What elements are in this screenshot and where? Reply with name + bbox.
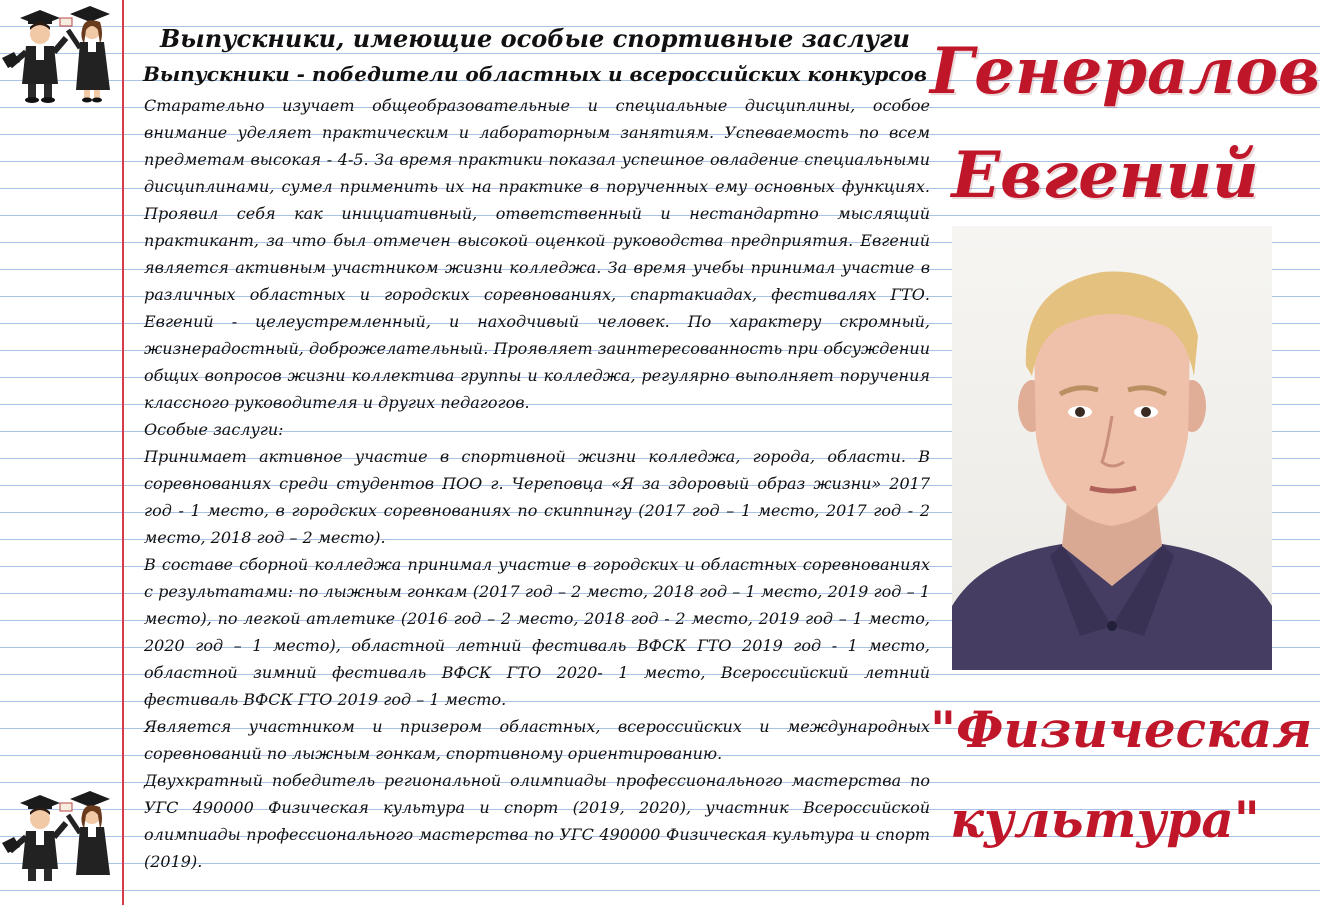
graduates-illustration-icon xyxy=(0,0,120,110)
heading-sport-merits: Выпускники, имеющие особые спортивные заслуги xyxy=(160,24,910,53)
paragraph-sport-life: Принимает активное участие в спортивной жизни колледжа, города, области. В соревнованиях среди студентов ПОО г. Череповца «Я за здоровый образ жизни» 2017 год - 1 место, в городских соревнованиях по скиппингу (2017 год – 1 место, 2017 год - 2 место, 2018 год – 2 место). xyxy=(144,447,930,547)
student-first-name: Евгений xyxy=(951,138,1259,213)
paragraph-skiing: Является участником и призером областных, всероссийских и международных соревнований по лыжным гонкам, спортивному ориентированию. xyxy=(144,717,930,763)
paragraph-merits-label: Особые заслуги: xyxy=(144,420,284,439)
heading-contest-winners: Выпускники - победители областных и всероссийских конкурсов xyxy=(143,62,927,86)
specialty-line-1: "Физическая xyxy=(930,700,1313,759)
paragraph-olympiad: Двухкратный победитель региональной олимпиады профессионального мастерства по УГС 490000 Физическая культура и спорт (2019, 2020), участник Всероссийской олимпиады профессионального мастерства по УГС 490000 Физическая культура и спорт (2019). xyxy=(144,771,930,871)
student-surname: Генералов xyxy=(930,34,1320,109)
paragraph-characteristics: Старательно изучает общеобразовательные и специальные дисциплины, особое внимание уделяет практическим и лабораторным занятиям. Успеваемость по всем предметам высокая - 4-5. За время практики показал успешное овладение специальными дисциплинами, сумел применить их на практике в порученных ему основных функциях. Проявил себя как инициативный, ответственный и нестандартно мыслящий практикант, за что был отмечен высокой оценкой руководства предприятия. Евгений является активным участником жизни колледжа. За время учебы принимал участие в различных областных и городских соревнованиях, спартакиадах, фестиваляx ГТО. Евгений - целеустремленный, и находчивый человек. По характеру скромный, жизнерадостный, доброжелательный. Проявляет заинтересованность при обсуждении общих вопросов жизни коллектива группы и колледжа, регулярно выполняет поручения классного руководителя и других педагогов. xyxy=(144,96,930,412)
paragraph-college-team: В составе сборной колледжа принимал участие в городских и областных соревнованиях с результатами: по лыжным гонкам (2017 год – 2 место, 2018 год – 1 место, 2019 год – 1 место), по легкой атлетике (2016 год – 2 место, 2018 год - 2 место, 2019 год – 1 место, 2020 год – 1 место), областной летний фестиваль ВФСК ГТО 2019 год - 1 место, областной зимний фестиваль ВФСК ГТО 2020- 1 место, Всероссийский летний фестиваль ВФСК ГТО 2019 год – 1 место. xyxy=(144,555,930,709)
student-portrait-photo xyxy=(952,226,1272,670)
biography-text xyxy=(144,92,930,875)
specialty-line-2: культура" xyxy=(950,790,1260,849)
graduates-illustration-icon xyxy=(0,785,120,895)
